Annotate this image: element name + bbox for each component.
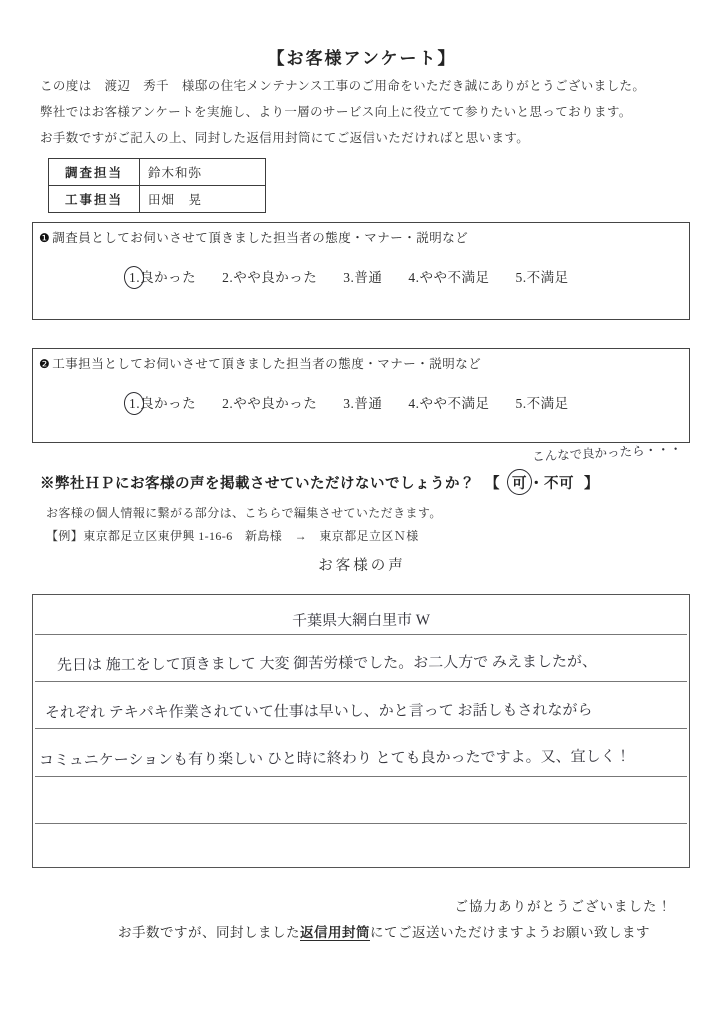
table-row [49,159,266,186]
ruled-line [35,776,687,777]
choice-separator: ・ [529,476,544,492]
selection-circle-mark: 1. [129,396,141,411]
rating-options [129,392,689,412]
closing-request-suffix: にてご返送いただけますようお願い致します [370,925,650,940]
question-heading [39,354,689,372]
table-row [49,186,266,213]
option-somewhat-dissatisfied: 4.やや不満足 [408,396,490,411]
question-text: 調査員としてお伺いさせて頂きました担当者の態度・マナー・説明など [52,231,469,245]
handwritten-comment-line: それぞれ テキパキ作業されていて仕事は早いし、かと言って お話しもされながら [44,702,593,722]
privacy-note: お客様の個人情報に繋がる部分は、こちらで編集させていただきます。 [46,506,442,520]
intro-line-1: この度は 渡辺 秀千 様邸の住宅メンテナンス工事のご用命をいただき誠にありがとうございました。 [40,79,646,93]
closing-request-prefix: お手数ですが、同封しました [118,925,300,940]
bracket-close: 】 [584,476,599,492]
selection-circle-mark: 1. [129,270,141,285]
handwritten-comment-line: 先日は 施工をして頂きまして 大変 御苦労様でした。お二人方で みえましたが、 [56,654,598,674]
construction-staff-label: 工事担当 [49,186,140,213]
numbered-bullet-icon: ❶ [39,231,51,245]
question-text: 工事担当としてお伺いさせて頂きました担当者の態度・マナー・説明など [52,357,482,371]
ruled-line [35,728,687,729]
survey-staff-name: 鈴木和弥 [140,159,266,186]
choice-ng: 不可 [544,476,574,492]
numbered-bullet-icon: ❷ [39,357,51,371]
option-good: 1.良かった [129,396,197,411]
rating-options [129,266,689,286]
intro-paragraph [40,78,690,156]
construction-staff-name: 田畑 晃 [140,186,266,213]
bracket-open: 【 [485,476,500,492]
voice-comment-box [32,594,690,868]
staff-table [48,158,266,213]
closing-thanks: ご協力ありがとうございました！ [454,899,672,914]
voice-section-heading: お客様の声 [318,558,406,574]
reply-envelope-emphasis: 返信用封筒 [300,925,370,940]
question-box-constructor [32,348,690,443]
handwritten-note: こんなで良かったら・・・ [531,442,683,464]
survey-staff-label: 調査担当 [49,159,140,186]
intro-line-3: お手数ですがご記入の上、同封した返信用封筒にてご返信いただければと思います。 [40,131,530,145]
option-neutral: 3.普通 [343,270,383,285]
option-dissatisfied: 5.不満足 [515,396,569,411]
option-good: 1.良かった [129,270,197,285]
intro-line-2: 弊社ではお客様アンケートを実施し、より一層のサービス向上に役立てて参りたいと思っております。 [40,105,632,119]
privacy-example: 【例】東京都足立区東伊興 1-16-6 新島様 → 東京都足立区Ｎ様 [46,529,419,543]
option-fairly-good: 2.やや良かった [222,396,318,411]
choice-ok-circled: 可 [510,472,529,493]
option-dissatisfied: 5.不満足 [515,270,569,285]
handwritten-address: 千葉県大網白里市 W [291,612,431,630]
option-neutral: 3.普通 [343,396,383,411]
question-heading [39,228,689,246]
ruled-line [35,823,687,824]
option-somewhat-dissatisfied: 4.やや不満足 [408,270,490,285]
ruled-line [35,634,687,635]
option-fairly-good: 2.やや良かった [222,270,318,285]
handwritten-comment-line: コミュニケーションも有り楽しい ひと時に終わり とても良かったですよ。又、宜しく！ [38,748,631,770]
page-title: 【お客様アンケート】 [267,49,457,68]
question-box-surveyor [32,222,690,320]
hp-question-text: ※弊社ＨＰにお客様の声を掲載させていただけないでしょうか？ [40,476,475,492]
hp-permission-question [40,472,700,493]
closing-request [118,921,698,941]
ruled-line [35,681,687,682]
